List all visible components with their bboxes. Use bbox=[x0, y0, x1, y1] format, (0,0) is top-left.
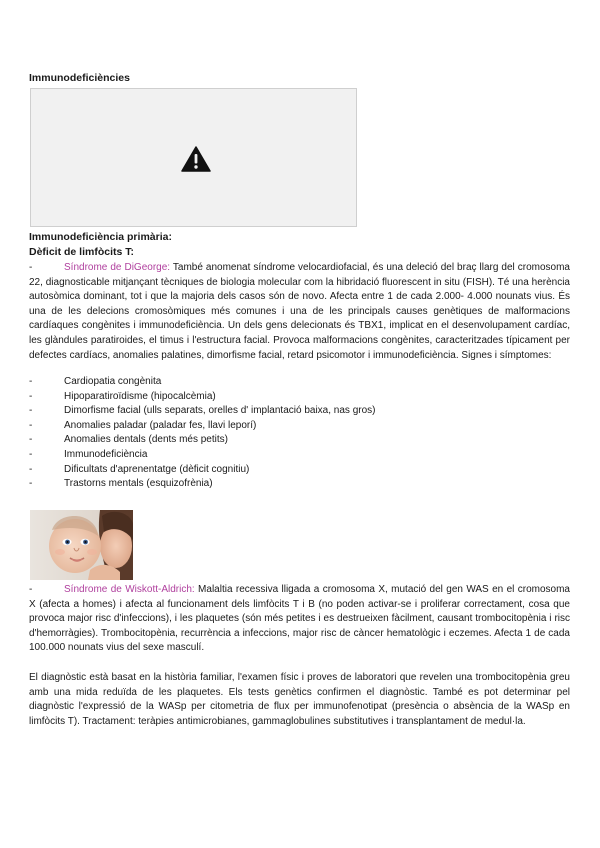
digeorge-link[interactable]: Síndrome de DiGeorge: bbox=[64, 262, 171, 273]
child-photo bbox=[30, 510, 133, 580]
page-title: Immunodeficiències bbox=[29, 72, 130, 84]
bullet-dash: - bbox=[29, 376, 33, 387]
bullet-dash: - bbox=[29, 405, 33, 417]
bullet-dash: - bbox=[29, 390, 33, 402]
symptom-text: Trastorns mentals (esquizofrènia) bbox=[64, 478, 213, 490]
bullet-dash: - bbox=[29, 463, 33, 475]
symptom-text: Anomalies dentals (dents més petits) bbox=[64, 434, 228, 446]
symptom-text: Cardiopatia congènita bbox=[64, 376, 162, 387]
symptom-text: Anomalies paladar (paladar fes, llavi leporí) bbox=[64, 419, 257, 431]
list-item bbox=[29, 463, 375, 478]
bullet-dash: - bbox=[29, 448, 33, 460]
list-item bbox=[29, 390, 375, 405]
list-item bbox=[29, 375, 375, 390]
bullet-dash: - bbox=[29, 419, 33, 431]
list-item bbox=[29, 433, 375, 448]
wiskott-text: Malaltia recessiva lligada a cromosoma X, mutació del gen WAS en el cromosoma X (afecta a homes) i afecta al funcionament dels limfòcits T i B (no poden activar-se i proliferar correctament, cosa que provoca major risc d'infeccions), i les plaquetes (són més petites i es destrueixen fàcilment, causant trombocitopènia i risc d'hemorràgies). Trombocitopènia, recurrència a infeccions, major risc de càncer hematològic i eczemes. Afecta 1 de cada 100.000 nounats vius del sexe masculí. bbox=[29, 584, 570, 654]
warning-triangle-icon bbox=[181, 146, 211, 172]
list-item bbox=[29, 404, 375, 419]
subsection-heading: Dèficit de limfòcits T: bbox=[29, 246, 135, 258]
child-photo-illustration bbox=[30, 510, 133, 580]
list-item bbox=[29, 477, 375, 492]
bullet-dash: - bbox=[29, 584, 33, 595]
digeorge-paragraph bbox=[29, 261, 570, 363]
symptom-text: Dimorfisme facial (ulls separats, orelles d' implantació baixa, nas gros) bbox=[64, 405, 376, 417]
digeorge-text: També anomenat síndrome velocardiofacial, és una deleció del braç llarg del cromosoma 22, diagnosticable mitjançant tècniques de biologia molecular com la hibridació fluorescent in situ (FISH). Té una herència autosòmica dominant, tot i que la majoria dels casos són de novo. Afecta entre 1 de cada 2.000- 4.000 nounats vius. És una de les delecions cromosòmiques més comunes i una de les principals causes genètiques de malformacions cardíaques congènites i immunodeficiència. Un dels gens delecionats és TBX1, implicat en el desenvolupament cardíac, les glàndules paratiroides, el timus i l'estructura facial. Provoca malformacions congènites, caracteritzades típicament per defectes cardíacs, anomalies palatines, dimorfisme facial, retard psicomotor i immunodeficiència. Signes i símptomes: bbox=[29, 262, 570, 361]
bullet-dash: - bbox=[29, 478, 33, 490]
symptoms-list bbox=[29, 375, 375, 492]
symptom-text: Dificultats d'aprenentatge (dèficit cognitiu) bbox=[64, 463, 250, 475]
wiskott-paragraph bbox=[29, 583, 570, 656]
bullet-dash: - bbox=[29, 434, 33, 446]
section-heading: Immunodeficiència primària: bbox=[29, 231, 172, 243]
symptom-text: Hipoparatiroïdisme (hipocalcèmia) bbox=[64, 390, 216, 402]
wiskott-link[interactable]: Síndrome de Wiskott-Aldrich: bbox=[64, 584, 195, 595]
diagnosis-paragraph: El diagnòstic està basat en la història familiar, l'examen físic i proves de laboratori que revelen una trombocitopènia greu amb una mida reduïda de les plaquetes. Els tests genètics confirmen el diagnòstic. També es pot determinar pel diagnòstic l'expressió de la WASp per citometria de flux per immunofenotipat (presència o absència de la WASp en limfòcits T). Tractament: teràpies antimicrobianes, gammaglobulines substitutives i transplantament de medul·la. bbox=[29, 672, 570, 727]
bullet-dash: - bbox=[29, 262, 33, 273]
list-item bbox=[29, 419, 375, 434]
list-item bbox=[29, 448, 375, 463]
missing-image-placeholder bbox=[30, 88, 357, 227]
symptom-text: Immunodeficiència bbox=[64, 448, 148, 460]
